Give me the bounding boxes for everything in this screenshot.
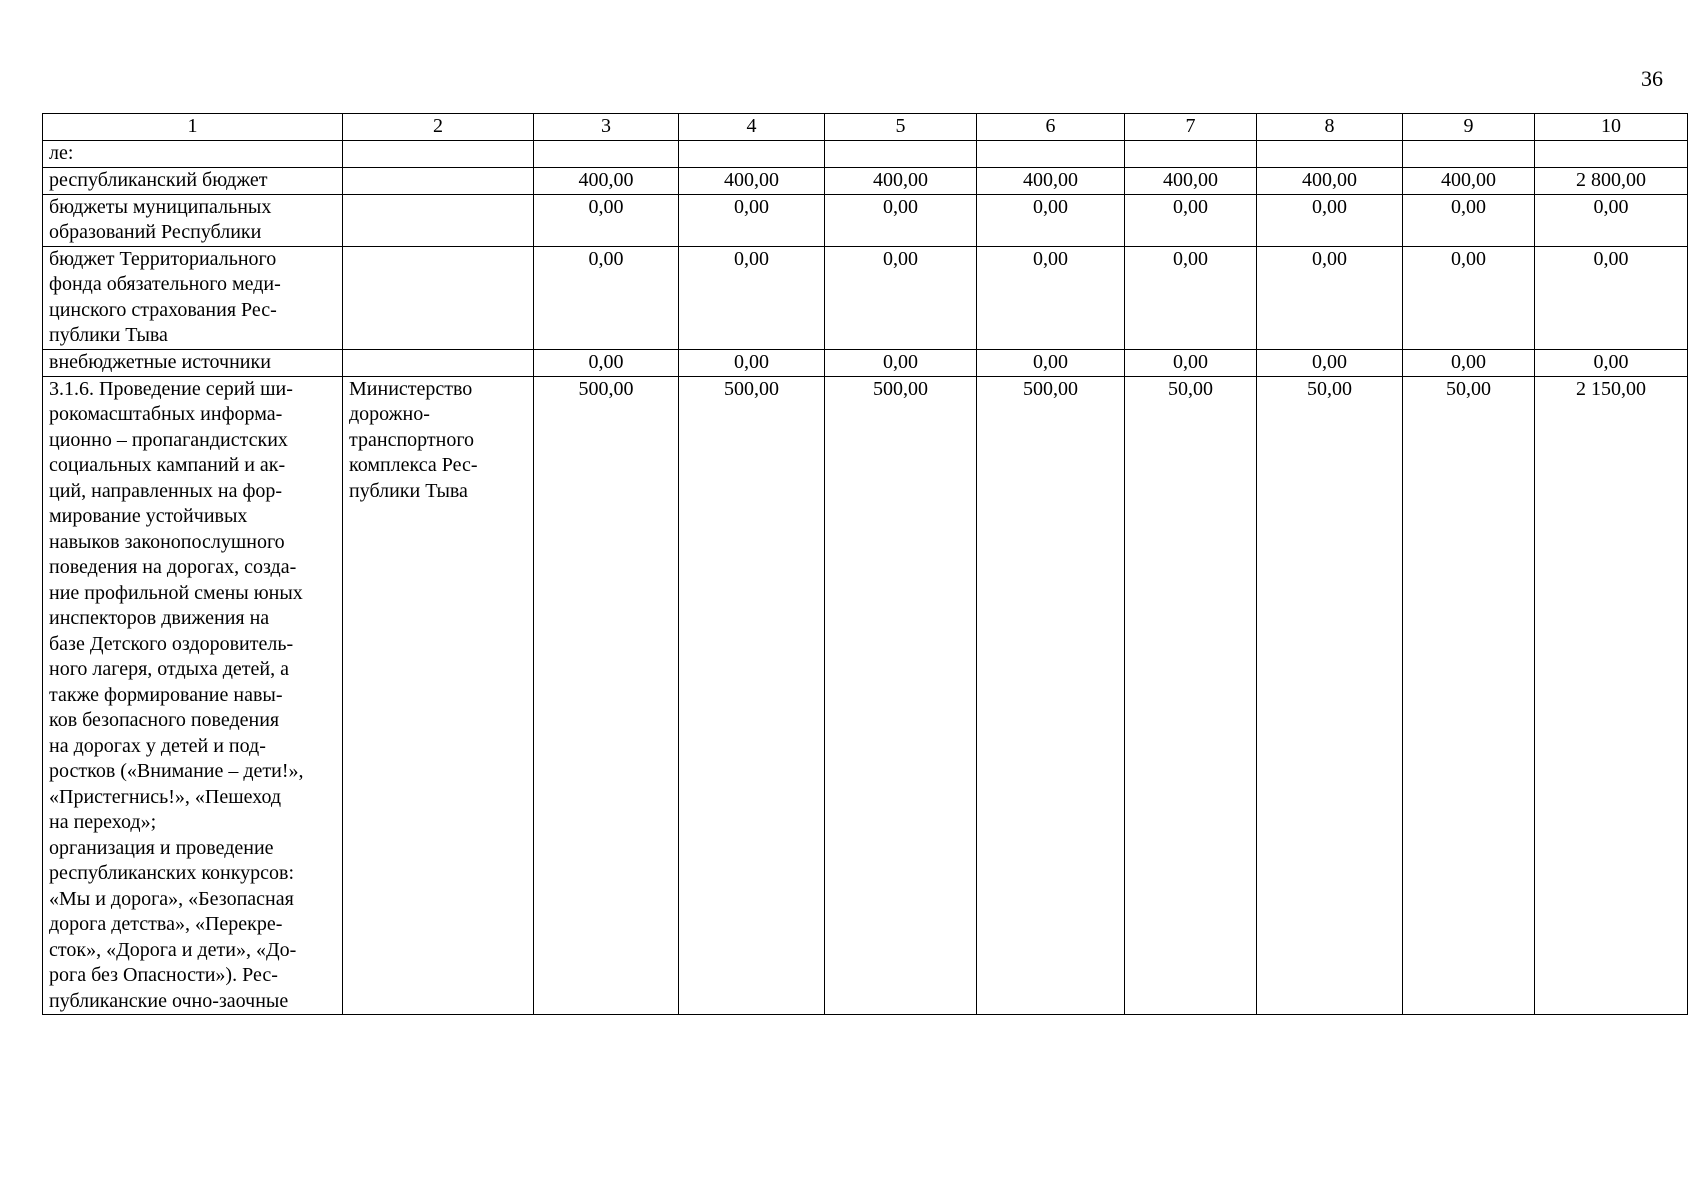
- value-cell: 50,00: [1403, 376, 1535, 1015]
- value-cell: [977, 140, 1125, 167]
- value-cell: [1257, 140, 1403, 167]
- value-cell: 500,00: [534, 376, 679, 1015]
- value-cell: [1125, 140, 1257, 167]
- row-responsible: Министерство дорожно- транспортного комплекса Рес- публики Тыва: [343, 376, 534, 1015]
- value-cell: 0,00: [534, 349, 679, 376]
- row-responsible: [343, 246, 534, 349]
- value-cell: [534, 140, 679, 167]
- row-responsible: [343, 349, 534, 376]
- row-name: ле:: [43, 140, 343, 167]
- value-cell: 0,00: [534, 194, 679, 246]
- value-cell: [825, 140, 977, 167]
- value-cell: 0,00: [825, 246, 977, 349]
- value-cell: 0,00: [1257, 246, 1403, 349]
- value-cell: 0,00: [977, 349, 1125, 376]
- row-name: 3.1.6. Проведение серий ши- рокомасштабных информа- ционно – пропагандистских социальных кампаний и ак- ций, направленных на фор- мирование устойчивых навыков законопослушного поведения на дорогах, созда- ние профильной смены юных инспекторов движения на базе Детского оздоровитель- ного лагеря, отдыха детей, а также формирование навы- ков безопасного поведения на дорогах у детей и под- ростков («Внимание – дети!», «Пристегнись!», «Пешеход на переход»; организация и проведение республиканских конкурсов: «Мы и дорога», «Безопасная дорога детства», «Перекре- сток», «Дорога и дети», «До- рога без Опасности»). Рес- публиканские очно-заочные: [43, 376, 343, 1015]
- table-header: [43, 114, 1688, 141]
- value-cell: 0,00: [679, 194, 825, 246]
- value-cell: 0,00: [825, 349, 977, 376]
- value-cell: 0,00: [679, 349, 825, 376]
- total-cell: 0,00: [1535, 246, 1688, 349]
- row-name: внебюджетные источники: [43, 349, 343, 376]
- value-cell: 400,00: [1403, 167, 1535, 194]
- total-cell: 0,00: [1535, 194, 1688, 246]
- column-header: 4: [679, 114, 825, 141]
- value-cell: 0,00: [977, 246, 1125, 349]
- value-cell: 400,00: [825, 167, 977, 194]
- value-cell: 500,00: [679, 376, 825, 1015]
- header-row: [43, 114, 1688, 141]
- value-cell: 400,00: [1125, 167, 1257, 194]
- value-cell: 0,00: [1125, 194, 1257, 246]
- value-cell: 0,00: [1403, 194, 1535, 246]
- row-name: бюджеты муниципальных образований Республики: [43, 194, 343, 246]
- total-cell: 2 150,00: [1535, 376, 1688, 1015]
- value-cell: 0,00: [1125, 349, 1257, 376]
- value-cell: 50,00: [1257, 376, 1403, 1015]
- value-cell: 0,00: [977, 194, 1125, 246]
- value-cell: 500,00: [977, 376, 1125, 1015]
- total-cell: 0,00: [1535, 349, 1688, 376]
- value-cell: 0,00: [1257, 194, 1403, 246]
- table-row: [43, 167, 1688, 194]
- column-header: 10: [1535, 114, 1688, 141]
- row-responsible: [343, 167, 534, 194]
- total-cell: [1535, 140, 1688, 167]
- row-responsible: [343, 140, 534, 167]
- value-cell: 50,00: [1125, 376, 1257, 1015]
- budget-table: [42, 113, 1688, 1015]
- page-number: 36: [1641, 66, 1663, 91]
- table-row: [43, 194, 1688, 246]
- value-cell: 0,00: [534, 246, 679, 349]
- table-row: [43, 246, 1688, 349]
- column-header: 7: [1125, 114, 1257, 141]
- value-cell: 0,00: [1403, 246, 1535, 349]
- total-cell: 2 800,00: [1535, 167, 1688, 194]
- value-cell: 400,00: [1257, 167, 1403, 194]
- table-row: [43, 140, 1688, 167]
- value-cell: [1403, 140, 1535, 167]
- table-row: [43, 349, 1688, 376]
- column-header: 8: [1257, 114, 1403, 141]
- value-cell: 0,00: [825, 194, 977, 246]
- column-header: 2: [343, 114, 534, 141]
- value-cell: 500,00: [825, 376, 977, 1015]
- value-cell: 0,00: [1403, 349, 1535, 376]
- row-name: республиканский бюджет: [43, 167, 343, 194]
- value-cell: 0,00: [1257, 349, 1403, 376]
- value-cell: 400,00: [679, 167, 825, 194]
- value-cell: 0,00: [679, 246, 825, 349]
- value-cell: 400,00: [977, 167, 1125, 194]
- column-header: 5: [825, 114, 977, 141]
- column-header: 3: [534, 114, 679, 141]
- column-header: 9: [1403, 114, 1535, 141]
- table-row: [43, 376, 1688, 1015]
- value-cell: 0,00: [1125, 246, 1257, 349]
- column-header: 6: [977, 114, 1125, 141]
- value-cell: 400,00: [534, 167, 679, 194]
- column-header: 1: [43, 114, 343, 141]
- row-name: бюджет Территориального фонда обязательного меди- цинского страхования Рес- публики Тыва: [43, 246, 343, 349]
- value-cell: [679, 140, 825, 167]
- row-responsible: [343, 194, 534, 246]
